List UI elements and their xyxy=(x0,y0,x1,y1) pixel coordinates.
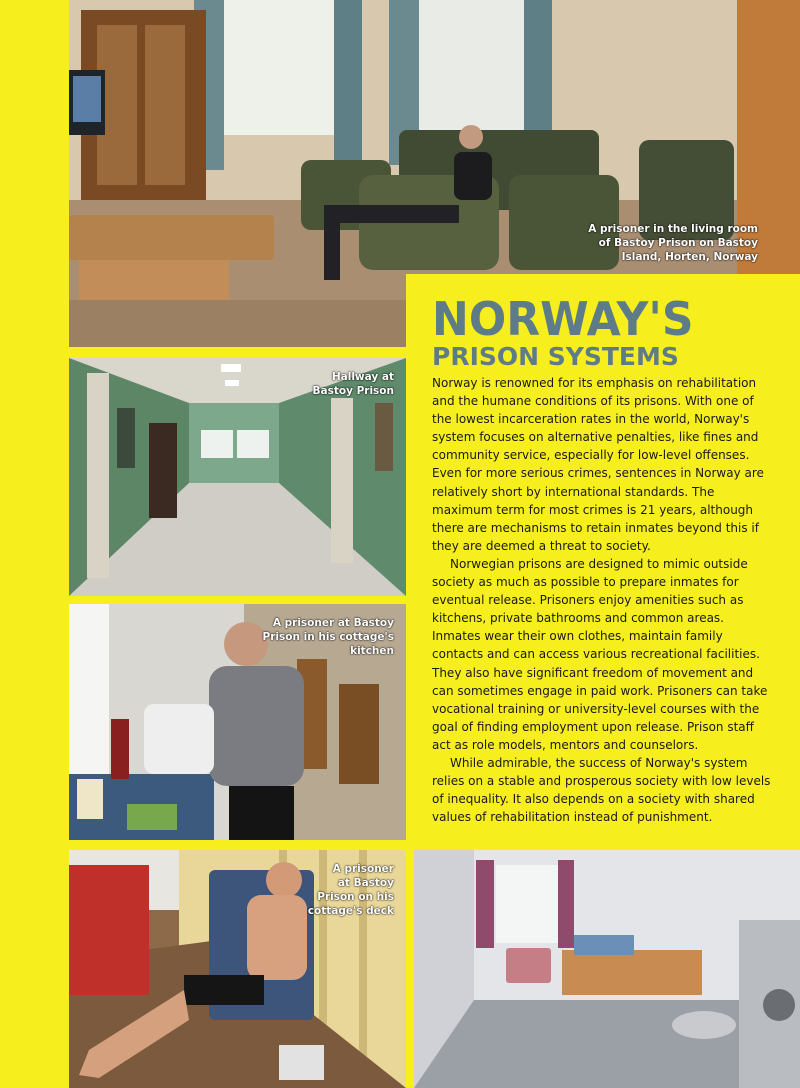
photo-hallway xyxy=(69,358,406,596)
article-body xyxy=(432,374,772,826)
caption-line: Prison on his xyxy=(317,891,394,903)
title-line-1: NORWAY'S xyxy=(432,292,694,347)
photo-kitchen xyxy=(69,604,406,840)
caption-line: Prison in his cottage's xyxy=(262,631,394,643)
caption-line: at Bastoy xyxy=(337,877,394,889)
article-paragraph: Norway is renowned for its emphasis on rehabilitation and the humane conditions of its prisons. With one of the lowest incarceration rates in the world, Norway's system focuses on alternative penalties, like fines and community service, especially for low-level offenses. Even for more serious crimes, sentences in Norway are relatively short by international standards. The maximum term for most crimes is 21 years, although there are mechanisms to retain inmates beyond this if they are deemed a threat to society. xyxy=(432,376,764,553)
caption-line: A prisoner at Bastoy xyxy=(272,617,394,629)
cell-image xyxy=(414,850,800,1088)
caption-line: cottage's deck xyxy=(307,905,394,917)
caption-line: Bastoy Prison xyxy=(312,385,394,397)
photo-deck xyxy=(69,850,406,1088)
caption-line: of Bastoy Prison on Bastoy xyxy=(598,237,758,249)
page-title xyxy=(432,292,732,371)
photo-cell xyxy=(414,850,800,1088)
deck-caption xyxy=(274,862,394,918)
caption-line: A prisoner in the living room xyxy=(588,223,758,235)
caption-line: A prisoner xyxy=(332,863,394,875)
article-paragraph: Norwegian prisons are designed to mimic outside society as much as possible to prepare inmates for eventual release. Prisoners enjoy amenities such as kitchens, private bathrooms and common areas. Inmates wear their own clothes, maintain family contacts and can access various recreational facilities. They also have significant freedom of movement and can sometimes engage in paid work. Prisoners can take vocational training or university-level courses with the goal of finding employment upon release. Prison staff act as role models, mentors and counselors. xyxy=(432,556,768,752)
living-room-caption xyxy=(558,222,758,264)
kitchen-caption xyxy=(224,616,394,658)
caption-line: Island, Horten, Norway xyxy=(621,251,758,263)
caption-line: Hallway at xyxy=(331,371,394,383)
caption-line: kitchen xyxy=(350,645,394,657)
article-paragraph: While admirable, the success of Norway's system relies on a stable and prosperous society with low levels of inequality. It also depends on a society with shared values of rehabilitation instead of punishment. xyxy=(432,755,771,825)
title-line-2: PRISON SYSTEMS xyxy=(432,342,679,371)
hallway-caption xyxy=(244,370,394,398)
